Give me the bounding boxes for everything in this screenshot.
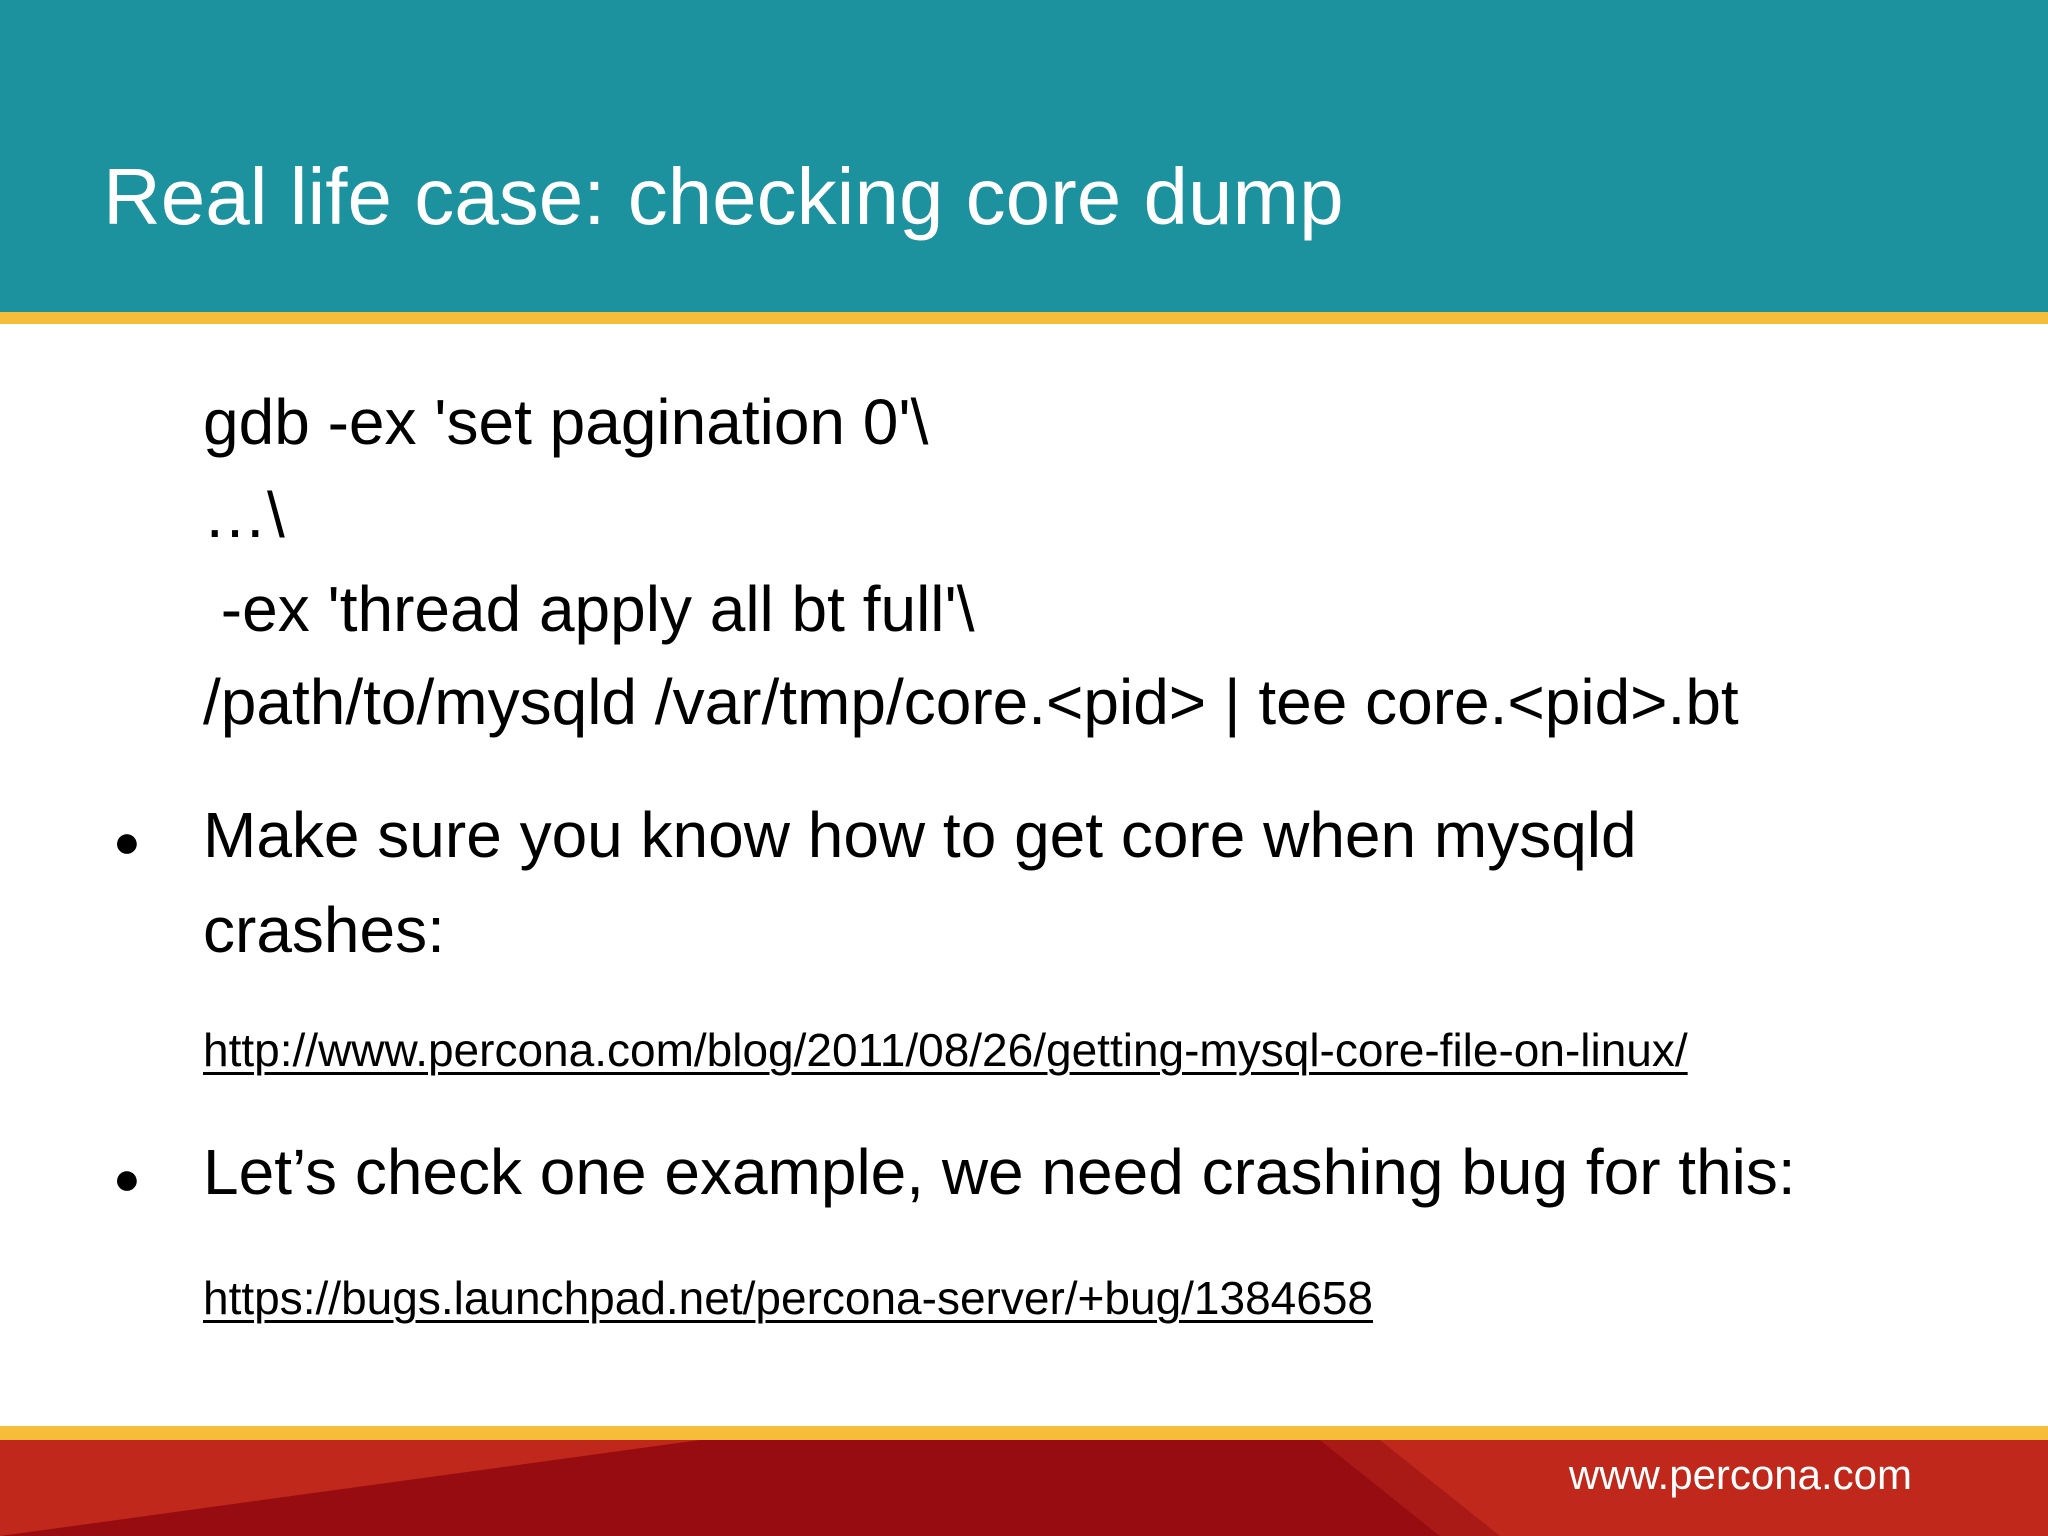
footer-stripe (0, 1426, 2048, 1440)
slide-title: Real life case: checking core dump (103, 152, 1344, 241)
bug-report-link[interactable]: https://bugs.launchpad.net/percona-server/+bug/1384658 (203, 1272, 1374, 1324)
bullet-marker: ● (113, 1152, 141, 1204)
bullet-text: Let’s check one example, we need crashing bug for this: (203, 1136, 1796, 1208)
code-line: -ex 'thread apply all bt full'\ (203, 573, 975, 645)
code-line: gdb -ex 'set pagination 0'\ (203, 386, 929, 458)
bullet-text: crashes: (203, 894, 445, 966)
code-line: /path/to/mysqld /var/tmp/core.<pid> | tee core.<pid>.bt (203, 666, 1739, 738)
bullet-marker: ● (113, 815, 141, 867)
blog-link[interactable]: http://www.percona.com/blog/2011/08/26/getting-mysql-core-file-on-linux/ (203, 1024, 1688, 1076)
code-line: …\ (203, 479, 285, 551)
bullet-text: Make sure you know how to get core when mysqld (203, 799, 1637, 871)
footer-url: www.percona.com (1568, 1451, 1912, 1498)
